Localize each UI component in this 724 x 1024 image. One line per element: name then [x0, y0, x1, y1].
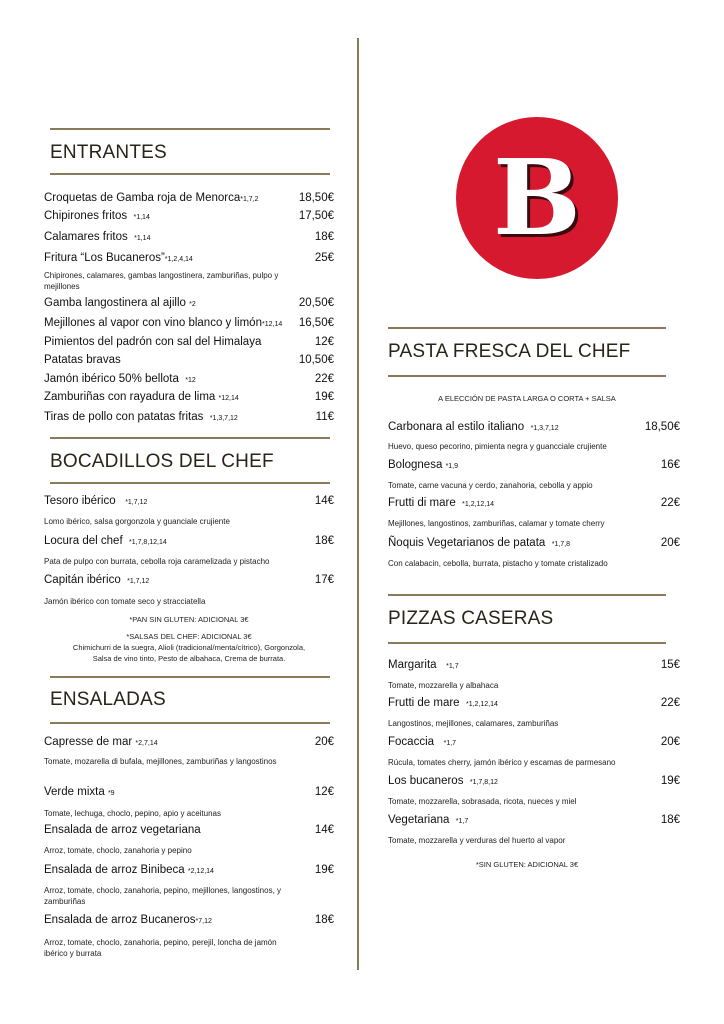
item-name: Gamba langostinera al ajillo — [44, 297, 186, 309]
item-description: Arroz, tomate, choclo, zanahoria, pepino, perejil, loncha de jamón ibérico y burrata — [44, 938, 277, 958]
item-name: Ensalada de arroz vegetariana — [44, 824, 201, 836]
item-price: 18€ — [314, 914, 334, 926]
item-name: Vegetariana — [388, 814, 450, 826]
item-name: Capitán ibérico — [44, 574, 121, 586]
logo-letter: B — [493, 136, 581, 259]
item-price: 17,50€ — [298, 210, 334, 222]
item-price: 18€ — [660, 814, 680, 826]
item-name: Bolognesa — [388, 459, 443, 471]
item-description: Tomate, mozzarella y albahaca — [388, 681, 499, 690]
item-price: 18,50€ — [298, 192, 334, 204]
item-name: Croquetas de Gamba roja de Menorca — [44, 192, 241, 204]
item-price: 15€ — [660, 659, 680, 671]
item-price: 19€ — [314, 391, 334, 403]
item-price: 12€ — [314, 336, 334, 348]
item-price: 19€ — [660, 775, 680, 787]
section-title-bocadillos: BOCADILLOS DEL CHEF — [50, 451, 274, 472]
item-allergens: *2 — [189, 301, 196, 308]
item-allergens: *7,12 — [195, 918, 212, 925]
item-allergens: *1,14 — [133, 214, 150, 221]
item-allergens: *1,7,8,12,14 — [129, 539, 167, 546]
item-price: 18,50€ — [644, 421, 680, 433]
item-price: 16,50€ — [298, 317, 334, 329]
item-name: Los bucaneros — [388, 775, 464, 787]
item-description: Tomate, lechuga, choclo, pepino, apio y aceitunas — [44, 809, 222, 818]
item-description: Jamón ibérico con tomate seco y stracciatella — [44, 597, 206, 606]
pasta-subtitle: A ELECCIÓN DE PASTA LARGA O CORTA + SALSA — [438, 394, 616, 403]
section-rule — [50, 173, 330, 175]
section-rule — [50, 128, 330, 130]
item-name: Ensalada de arroz Bucaneros — [44, 914, 196, 926]
item-name: Ñoquis Vegetarianos de patata — [388, 537, 546, 549]
item-allergens: *1,2,12,14 — [465, 701, 498, 708]
item-price: 16€ — [660, 459, 680, 471]
section-title-entrantes: ENTRANTES — [50, 142, 167, 163]
item-description: Huevo, queso pecorino, pimienta negra y guancciale crujiente — [388, 442, 607, 451]
sauces-note-line: Chimichurri de la suegra, Alioli (tradicional/menta/cítrico), Gorgonzola, — [72, 643, 306, 652]
item-name: Chipirones fritos — [44, 210, 128, 222]
item-name: Fritura “Los Bucaneros” — [44, 252, 165, 264]
item-price: 18€ — [314, 231, 334, 243]
item-price: 14€ — [314, 495, 334, 507]
item-allergens: *12,14 — [261, 321, 283, 328]
item-allergens: *1,7 — [446, 663, 459, 670]
item-description: Rúcula, tomates cherry, jamón ibérico y escamas de parmesano — [388, 758, 616, 767]
section-rule — [50, 722, 330, 724]
item-allergens: *1,7,2 — [240, 196, 259, 203]
item-name: Frutti de mare — [388, 697, 460, 709]
section-rule — [50, 437, 330, 439]
item-name: Patatas bravas — [44, 354, 121, 366]
item-price: 20€ — [660, 537, 680, 549]
item-name: Ensalada de arroz Binibeca — [44, 864, 185, 876]
item-price: 11€ — [315, 411, 334, 423]
section-rule — [388, 642, 666, 644]
item-allergens: *2,12,14 — [187, 868, 214, 875]
item-allergens: *1,7,12 — [127, 578, 150, 585]
restaurant-logo — [456, 117, 618, 279]
item-price: 17€ — [314, 574, 334, 586]
sauces-note-line: Salsa de vino tinto, Pesto de albahaca, Crema de burrata. — [92, 654, 286, 663]
item-name: Verde mixta — [44, 786, 105, 798]
item-price: 20,50€ — [298, 297, 334, 309]
item-price: 19€ — [314, 864, 334, 876]
item-description: Arroz, tomate, choclo, zanahoria y pepino — [44, 846, 192, 855]
item-description: Langostinos, mejillones, calamares, zamburiñas — [388, 719, 559, 728]
section-title-pasta: PASTA FRESCA DEL CHEF — [388, 341, 631, 362]
section-rule — [50, 482, 330, 484]
item-price: 10,50€ — [298, 354, 334, 366]
item-allergens: *9 — [107, 790, 115, 797]
item-allergens: *1,3,7,12 — [209, 415, 238, 422]
item-allergens: *1,9 — [445, 463, 459, 470]
gluten-note: *PAN SIN GLUTEN: ADICIONAL 3€ — [129, 615, 249, 624]
item-description: Arroz, tomate, choclo, zanahoria, pepino, mejillones, langostinos, y zamburiñas — [44, 886, 282, 906]
column-divider — [357, 38, 359, 970]
item-name: Tesoro ibérico — [44, 495, 116, 507]
item-price: 25€ — [314, 252, 334, 264]
item-allergens: *1,2,4,14 — [164, 256, 193, 263]
item-name: Focaccia — [388, 736, 435, 748]
pizza-gluten-note: *SIN GLUTEN: ADICIONAL 3€ — [475, 860, 579, 869]
item-allergens: *1,7,12 — [125, 499, 148, 506]
item-name: Margarita — [388, 659, 437, 671]
item-allergens: *1,7 — [455, 818, 469, 825]
item-allergens: *1,2,12,14 — [462, 501, 495, 508]
item-price: 18€ — [314, 535, 334, 547]
item-name: Mejillones al vapor con vino blanco y limón — [44, 317, 262, 329]
item-description: Pata de pulpo con burrata, cebolla roja caramelizada y pistacho — [44, 557, 270, 566]
item-description: Tomate, carne vacuna y cerdo, zanahoria, cebolla y appio — [388, 481, 593, 490]
item-name: Tiras de pollo con patatas fritas — [44, 411, 204, 423]
item-allergens: *1,7,8 — [551, 541, 570, 548]
section-title-pizzas: PIZZAS CASERAS — [388, 608, 554, 629]
item-price: 14€ — [314, 824, 334, 836]
item-name: Zamburiñas con rayadura de lima — [44, 391, 216, 403]
item-description: Lomo ibérico, salsa gorgonzola y guanciale crujiente — [44, 517, 230, 526]
item-description: Mejillones, langostinos, zamburiñas, calamar y tomate cherry — [388, 519, 605, 528]
item-description: Tomate, mozzarella, sobrasada, ricota, nueces y miel — [388, 797, 577, 806]
item-name: Locura del chef — [44, 535, 123, 547]
item-description: Tomate, mozarella di bufala, mejillones, zamburiñas y langostinos — [44, 757, 277, 766]
item-price: 20€ — [660, 736, 680, 748]
sauces-note-title: *SALSAS DEL CHEF: ADICIONAL 3€ — [126, 632, 252, 641]
item-price: 22€ — [660, 497, 680, 509]
item-name: Capresse de mar — [44, 736, 133, 748]
section-rule — [388, 375, 666, 377]
item-name: Jamón ibérico 50% bellota — [44, 373, 179, 385]
item-allergens: *1,7,8,12 — [469, 779, 498, 786]
item-price: 20€ — [314, 736, 334, 748]
item-allergens: *2,7,14 — [135, 740, 158, 747]
item-allergens: *1,3,7,12 — [530, 425, 559, 432]
item-description: Tomate, mozzarella y verduras del huerto al vapor — [388, 836, 566, 845]
item-allergens: *12 — [185, 377, 196, 384]
section-rule — [388, 594, 666, 596]
item-allergens: *1,7 — [443, 740, 457, 747]
item-description: Con calabacin, cebolla, burrata, pistacho y tomate cristalizado — [388, 559, 608, 568]
item-price: 22€ — [660, 697, 680, 709]
item-name: Calamares fritos — [44, 231, 128, 243]
item-description: Chipirones, calamares, gambas langostinera, zamburiñas, pulpo y mejillones — [44, 271, 279, 291]
section-title-ensaladas: ENSALADAS — [50, 689, 166, 710]
item-name: Frutti di mare — [388, 497, 456, 509]
section-rule — [388, 327, 666, 329]
item-name: Carbonara al estilo italiano — [388, 421, 525, 433]
item-price: 12€ — [314, 786, 334, 798]
item-price: 22€ — [314, 373, 334, 385]
section-rule — [50, 676, 330, 678]
item-allergens: *1,14 — [134, 235, 151, 242]
item-allergens: *12,14 — [218, 395, 239, 402]
item-name: Pimientos del padrón con sal del Himalaya — [44, 336, 262, 348]
